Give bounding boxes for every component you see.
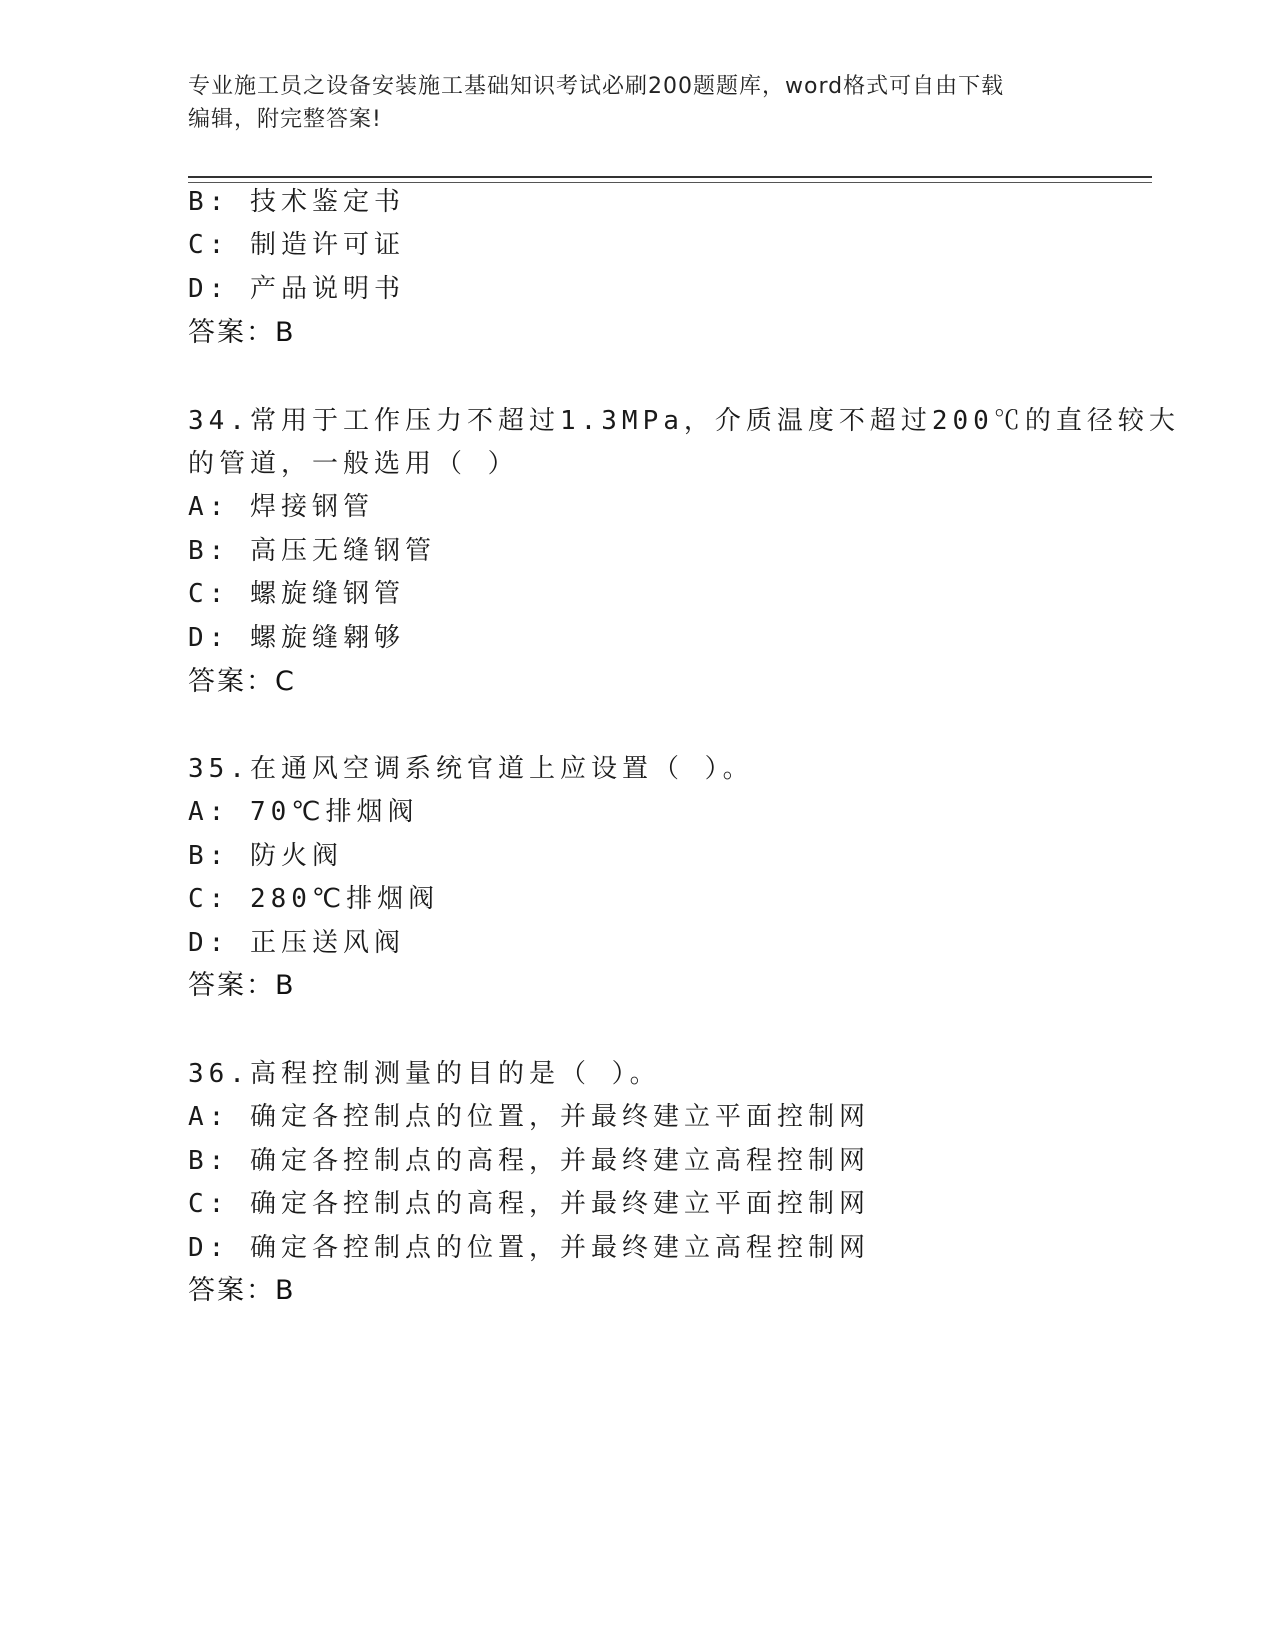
header-title-line-1: 专业施工员之设备安装施工基础知识考试必刷200题题库，word格式可自由下载 <box>188 74 1005 99</box>
q33-answer: 答案：B <box>188 317 296 348</box>
header-divider-thick <box>188 176 1152 178</box>
q35-option-b: B: 防火阀 <box>188 841 343 871</box>
header-title-line-2: 编辑，附完整答案! <box>188 107 382 132</box>
q36-answer: 答案：B <box>188 1275 296 1306</box>
q34-option-b: B: 高压无缝钢管 <box>188 536 436 566</box>
document-header <box>188 70 1088 136</box>
q36-option-d: D: 确定各控制点的位置，并最终建立高程控制网 <box>188 1233 870 1263</box>
q34-option-d: D: 螺旋缝翱够 <box>188 623 405 653</box>
q36-option-c: C: 确定各控制点的高程，并最终建立平面控制网 <box>188 1189 870 1219</box>
q35-option-a: A: 70℃排烟阀 <box>188 797 419 827</box>
q34-stem-line-1: 34.常用于工作压力不超过1.3MPa，介质温度不超过200℃的直径较大 <box>188 406 1180 436</box>
q34-stem-line-2: 的管道，一般选用（ ） <box>188 449 519 479</box>
q34-option-a: A: 焊接钢管 <box>188 492 374 522</box>
q35-option-d: D: 正压送风阀 <box>188 928 405 958</box>
q33-option-d: D: 产品说明书 <box>188 274 405 304</box>
header-divider-thin <box>188 182 1152 183</box>
q36-option-a: A: 确定各控制点的位置，并最终建立平面控制网 <box>188 1102 870 1132</box>
q35-answer: 答案：B <box>188 970 296 1001</box>
q35-stem-line-1: 35.在通风空调系统官道上应设置（ ）。 <box>188 754 754 784</box>
q34-answer: 答案：C <box>188 666 296 697</box>
q35-option-c: C: 280℃排烟阀 <box>188 884 440 914</box>
q33-option-b: B: 技术鉴定书 <box>188 187 405 217</box>
q34-option-c: C: 螺旋缝钢管 <box>188 579 405 609</box>
q36-stem-line-1: 36.高程控制测量的目的是（ ）。 <box>188 1059 661 1089</box>
q33-option-c: C: 制造许可证 <box>188 230 405 260</box>
q36-option-b: B: 确定各控制点的高程，并最终建立高程控制网 <box>188 1146 870 1176</box>
